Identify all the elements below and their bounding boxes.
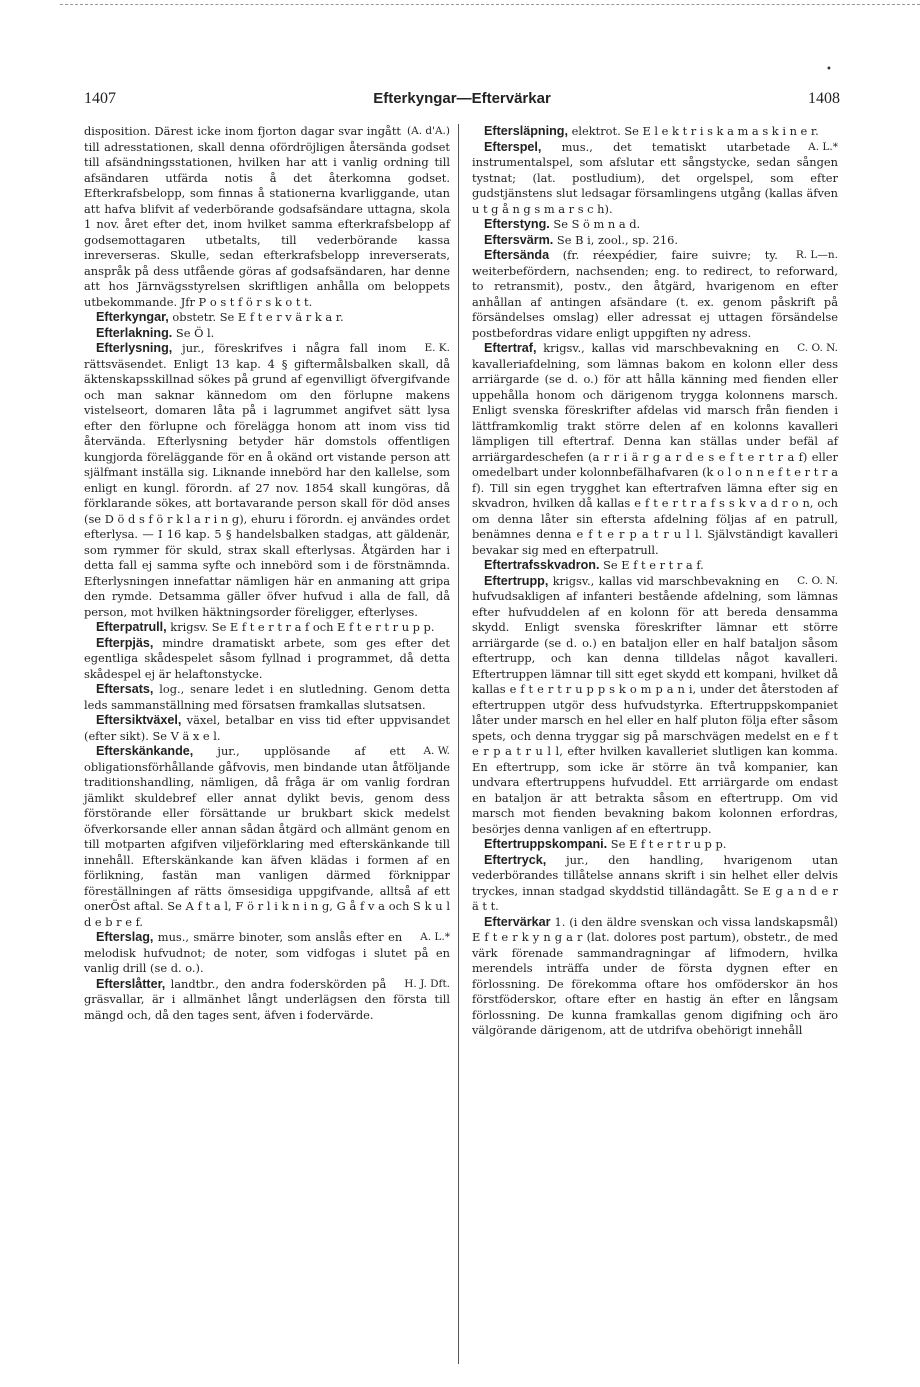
dictionary-entry [472,124,838,140]
dictionary-entry [84,977,450,1024]
entry-headword: Efterspel, [484,139,542,154]
page-title: Efterkyngar—Eftervärkar [373,90,551,107]
entry-headword: Eftersläpning, [484,124,568,138]
entry-headword: Eftersvärm. [484,232,554,247]
author-signature: A. W. [423,745,450,757]
entry-headword: Eftervärkar [484,914,551,929]
entry-headword: Eftersats, [96,682,154,696]
dictionary-entry [472,853,838,915]
left-page-number: 1407 [84,90,116,107]
dictionary-entry [84,744,450,930]
author-signature: R. L—n. [795,249,838,261]
dictionary-entry [472,140,838,218]
entry-text: landtbr., den andra foderskörden på gräsvallar, är i allmänhet långt underlägsen den första till mängd och, då den tages sent, äfven i fodervärde. [84,976,450,1022]
entry-headword: Efterstyng. [484,217,550,231]
entry-text: mus., smärre binoter, som anslås efter en melodisk hufvudnot; de noter, som vidfogas i slutet på en vanlig drill (se d. o.). [84,930,450,975]
entry-text: disposition. Därest icke inom fjorton dagar svar ingått till adresstationen, skall denna ofördröjligen återsända godset till afsändningsstationen, hvilken har att i vanlig ordning till afsändaren utfärda notis å det återkomna godset. Efterkrafsbelopp, som finnas å stationerna kvarliggande, utan att hafva blifvit af vederbörande godsafsändare uttagna, skola 1 nov. året efter det, inom hvilket samma efterkrafsbelopp af godsemottagaren utbetalts, till vederbörande kassa inreverseras. Skulle, sedan efterkrafsbelopp inreverserats, anspråk på dess utfående göras af godsafsändaren, har denne att hos Järnvägsstyrelsen skriftligen anhålla om beloppets utbekommande. Jfr P o s t f ö r s k o t t. [84,124,450,309]
entry-text: växel, betalbar en viss tid efter uppvisandet (efter sikt). Se V ä x e l. [84,713,450,743]
entry-headword: Eftertrupp, [484,573,549,588]
entry-headword: Eftersiktväxel, [96,713,182,727]
entry-text: log., senare ledet i en slutledning. Genom detta leds sammanställning med försatsen framkallas slutsatsen. [84,682,450,712]
dictionary-entry [472,574,838,838]
printer-mark: • [826,64,832,75]
dictionary-entry [84,124,450,310]
entry-headword: Efterlysning, [96,341,173,355]
column-divider [458,124,459,1364]
top-rule [60,4,920,5]
entry-text: jur., den handling, hvarigenom utan vederbörandes tillåtelse annans skrift i sin helhet eller delvis tryckes, innan stadgad skyddstid tilländagått. Se E g a n d e r ä t t. [472,852,838,913]
dictionary-entry [472,217,838,233]
author-signature: C. O. N. [797,574,838,587]
entry-text: jur., upplösande af ett obligationsförhållande gåfvovis, men bindande utan åtföljande traditionshandling, nämligen, då fråga är om vanlig fordran jämlikt skuldebref eller annat dylikt bevis, genom dess förstörande eller försättande ur brukbart skick medelst öfverkorsande eller annan sådan åtgärd och allmänt genom en till motparten afgifven viljeförklaring med efterskänkande till innehåll. Efterskänkande kan äfven klädas i formen af en förlikning, fastän man vanligen därmed förknippar föreställningen af rätts ömsesidiga uppgifvande, alltså af ett onerÖst aftal. Se A f t a l, F ö r l i k n i n g, G å f v a och S k u l d e b r e f. [84,744,450,929]
entry-text: Se Ö l. [172,325,215,340]
entry-headword: Efterkyngar, [96,310,169,324]
entry-text: krigsv. Se E f t e r t r a f och E f t e r t r u p p. [166,620,435,634]
author-signature: H. J. Dft. [404,977,450,990]
entry-headword: Efterpatrull, [96,620,167,634]
entry-text: Se E f t e r t r u p p. [607,837,727,851]
entry-text: mus., det tematiskt utarbetade instrumentalspel, som afslutar ett sångstycke, sedan sången tystnat; (lat. postludium), det orgelspel, som efter gudstjänstens slut ledsagar församlingens utgång (kallas äfven u t g å n g s m a r s c h). [472,139,838,216]
dictionary-entry [84,620,450,636]
entry-headword: Efterslag, [96,930,154,944]
dictionary-entry [84,636,450,683]
entry-text: krigsv., kallas vid marschbevakning en hufvudsakligen af infanteri bestående afdelning, som lämnas efter hufvuddelen af en kolonn för att bereda densamma skydd. Enligt svenska föreskrifter lämnar ett större arriärgarde (se d. o.) en bataljon eller en half bataljon såsom eftertrupp, och kan denna tilldelas något kavalleri. Eftertruppen lämnar till sitt eget skydd ett kompani, hvilket då kallas e f t e r t r u p p s k o m p a n i, under det återstoden af eftertruppen utgör dess hufvudstyrka. Eftertruppskompaniet låter under marsch en hel eller en half pluton följa efter såsom spets, och denna tryggar sig på marschvägen medelst en e f t e r p a t r u l l, efter hvilken kavalleriet slutligen kan komma. En eftertrupp, som icke är större än två kompanier, kan undvara eftertruppens hufvuddel. Ett arriärgarde om endast en bataljon är att betrakta såsom en eftertrupp. Om vid marsch mot fienden bevakning bakom kolonnen erfordras, besörjes denna vanligen af en eftertrupp. [472,573,838,836]
page-header [84,90,840,114]
dictionary-entry [472,558,838,574]
entry-headword: Efterlakning. [96,325,173,340]
right-page-number: 1408 [808,90,840,107]
dictionary-entry [84,713,450,744]
right-column [472,124,838,1039]
dictionary-entry [84,310,450,326]
entry-text: krigsv., kallas vid marschbevakning en kavalleriafdelning, som lämnas bakom en kolonn eller dess arriärgarde (se d. o.) för att hålla känning med fienden eller uppehålla honom och därigenom trygga kolonnens marsch. Enligt svenska föreskrifter afdelas vid marsch från fienden i lättframkomlig trakt större delen af en kolonns kavalleri lämpligen till eftertraf. Denna kan ställas under befäl af arriärgardeschefen (a r r i ä r g a r d e s e f t e r t r a f) eller omedelbart under kolonnbefälhafvaren (k o l o n n e f t e r t r a f). Till sin egen trygghet kan eftertrafven lämna efter sig en skvadron, hvilken då kallas e f t e r t r a f s s k v a d r o n, och om denna låter sin eftersta afdelning följas af en patrull, benämnes denna e f t e r p a t r u l l. Självständigt kavalleri bevakar sig med en efterpatrull. [472,341,838,557]
entry-headword: Eftertryck, [484,852,547,867]
entry-headword: Eftersända [484,248,550,262]
entry-text: Se S ö m n a d. [549,217,641,231]
dictionary-entry [84,341,450,620]
author-signature: (A. d'A.) [407,125,450,137]
dictionary-entry [472,341,838,558]
entry-text: Se B i, zool., sp. 216. [553,232,678,247]
author-signature: E. K. [424,342,450,354]
entry-text: 1. (i den äldre svenskan och vissa landskapsmål) E f t e r k y n g a r (lat. dolores post partum), obstetr., de med värk förenade sammandragningar af lifmodern, hvilka merendels inträffa under de första dygnen efter en förlossning. De förekomma oftare hos omföderskor än hos förstföderskor, oftare efter en hastig än efter en långsam förlossning. De kunna framkallas genom digifning och äro välgörande därigenom, att de utdrifva obehörigt innehåll [472,914,838,1037]
dictionary-entry [472,248,838,341]
entry-text: obstetr. Se E f t e r v ä r k a r. [168,310,344,324]
dictionary-entry [84,326,450,342]
dictionary-entry [472,915,838,1039]
dictionary-entry [472,837,838,853]
entry-headword: Efterpjäs, [96,635,154,650]
dictionary-entry [84,682,450,713]
entry-headword: Eftertraf, [484,341,537,355]
entry-text: Se E f t e r t r a f. [599,558,704,572]
entry-text: (fr. réexpédier, faire suivre; ty. weiterbefördern, nachsenden; eng. to redirect, to reforward, to retransmit), postv., den åtgärd, hvarigenom en efter anhållan af antingen afsändare (t. ex. genom påskrift på försändelses omslag) eller adressat ej uttagen försändelse postbefordras vidare enligt uppgiften ny adress. [472,248,838,340]
left-column [84,124,450,1023]
dictionary-entry [84,930,450,977]
entry-headword: Eftertruppskompani. [484,837,608,851]
entry-headword: Eftertrafsskvadron. [484,558,600,572]
author-signature: A. L.* [420,931,450,943]
entry-headword: Efterskänkande, [96,744,194,758]
entry-text: jur., föreskrifves i några fall inom rättsväsendet. Enligt 13 kap. 4 § giftermålsbalken skall, då äktenskapsskillnad sökes på grund af egenvilligt öfvergifvande och man saknar kännedom om den förlupne makens vistelseort, domaren låta på i lagrummet angifvet sätt lysa efter den förlupne och förelägga honom att inom viss tid återvända. Efterlysning betyder här domstols offentligen kungjorda föreläggande för en å okänd ort vistande person att själfmant inställa sig. Liknande innebörd har den kallelse, som enligt en kungl. förordn. af 27 nov. 1854 skall kungöras, då förklarande sökes, att bortavarande person skall för död anses (se D ö d s f ö r k l a r i n g), ehuru i förordn. ej användes ordet efterlysa. — I 16 kap. 5 § handelsbalken stadgas, att gäldenär, som rymmer för skuld, strax skall efterlysas. Åtgärden har i detta fall ej samma syfte och innebörd som i de förstnämnda. Efterlysningen innefattar nämligen här en anmaning att gripa den rymde. Detsamma gäller öfver hufvud i alla de fall, då person, mot hvilken häktningsorder föreligger, efterlyses. [84,341,450,619]
entry-text: elektrot. Se E l e k t r i s k a m a s k i n e r. [567,124,819,138]
author-signature: C. O. N. [797,342,838,354]
entry-text: mindre dramatiskt arbete, som ges efter det egentliga skådespelet såsom fyllnad i programmet, då detta skådespel ej är helaftonstycke. [84,635,450,681]
author-signature: A. L.* [808,140,838,153]
entry-headword: Efterslåtter, [96,976,166,991]
dictionary-entry [472,233,838,249]
